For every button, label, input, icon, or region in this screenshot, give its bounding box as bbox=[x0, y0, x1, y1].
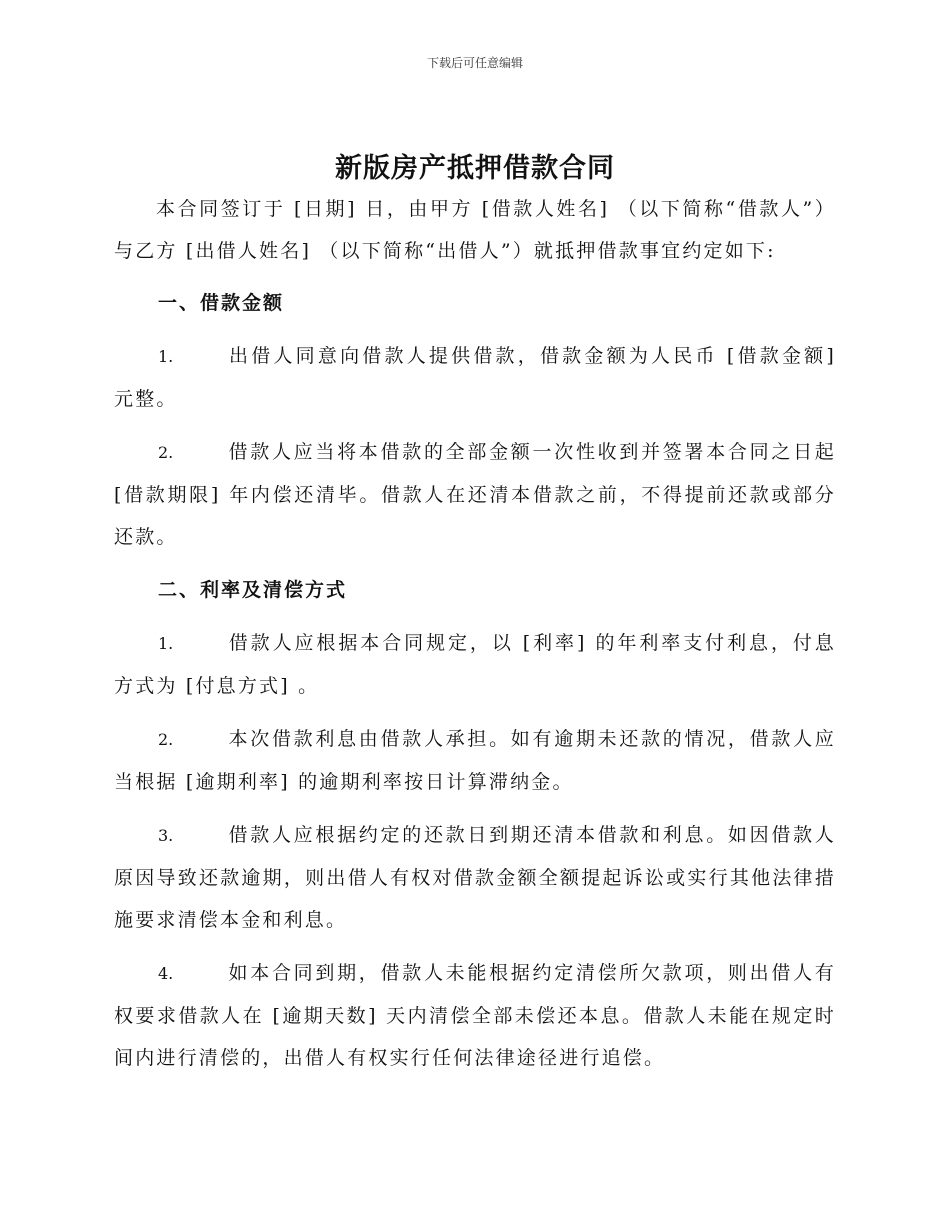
clause-item bbox=[114, 335, 836, 420]
clause-number: 3. bbox=[158, 826, 174, 845]
section-interest-repayment bbox=[114, 569, 836, 1079]
clause-item bbox=[114, 814, 836, 941]
clause-number: 2. bbox=[158, 730, 174, 749]
clause-number: 4. bbox=[158, 964, 174, 983]
section-loan-amount bbox=[114, 282, 836, 558]
document-title: 新版房产抵押借款合同 bbox=[335, 153, 615, 184]
clause-item bbox=[114, 431, 836, 558]
section-heading: 二、利率及清偿方式 bbox=[158, 579, 348, 601]
clause-number: 1. bbox=[158, 634, 174, 653]
clause-text: 如本合同到期，借款人未能根据约定清偿所欠款项，则出借人有权要求借款人在 [逾期天数] 天内清偿全部未偿还本息。借款人未能在规定时间内进行清偿的，出借人有权实行任何法律途径进行追偿。 bbox=[114, 962, 836, 1069]
clause-text: 借款人应根据约定的还款日到期还清本借款和利息。如因借款人原因导致还款逾期，则出借人有权对借款金额全额提起诉讼或实行其他法律措施要求清偿本金和利息。 bbox=[114, 824, 836, 931]
clause-item bbox=[114, 952, 836, 1079]
clause-text: 本次借款利息由借款人承担。如有逾期未还款的情况，借款人应当根据 [逾期利率] 的逾期利率按日计算滞纳金。 bbox=[114, 728, 836, 793]
intro-paragraph: 本合同签订于 [日期] 日，由甲方 [借款人姓名] （以下简称“借款人”）与乙方 [出借人姓名] （以下简称“出借人”）就抵押借款事宜约定如下: bbox=[114, 198, 836, 262]
clause-item bbox=[114, 622, 836, 707]
clause-number: 2. bbox=[158, 443, 174, 462]
document-body bbox=[114, 188, 836, 1090]
clause-text: 借款人应根据本合同规定，以 [利率] 的年利率支付利息，付息方式为 [付息方式] 。 bbox=[114, 632, 836, 697]
clause-text: 出借人同意向借款人提供借款，借款金额为人民币 [借款金额] 元整。 bbox=[114, 345, 836, 410]
section-heading: 一、借款金额 bbox=[158, 292, 285, 314]
header-note: 下载后可任意编辑 bbox=[426, 56, 523, 70]
clause-number: 1. bbox=[158, 347, 174, 366]
clause-item bbox=[114, 718, 836, 803]
clause-text: 借款人应当将本借款的全部金额一次性收到并签署本合同之日起 [借款期限] 年内偿还清毕。借款人在还清本借款之前，不得提前还款或部分还款。 bbox=[114, 441, 836, 548]
